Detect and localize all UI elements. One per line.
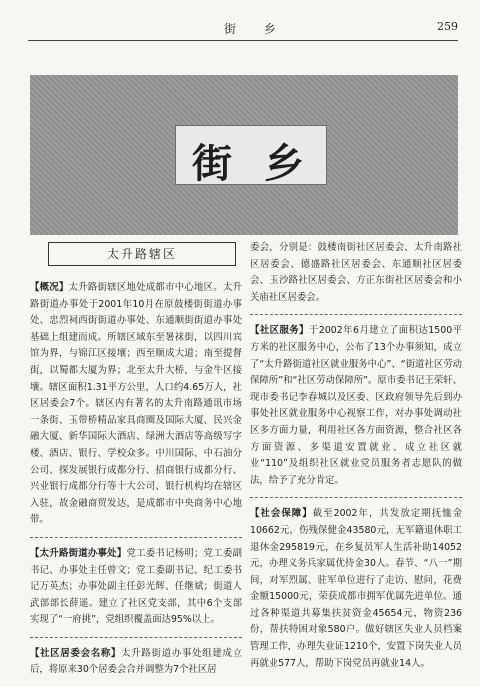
overview-label: 【概况】 xyxy=(30,282,69,293)
chapter-title-char-2: 乡 xyxy=(264,140,304,187)
section-divider xyxy=(30,637,242,638)
page-header xyxy=(28,20,458,38)
section-divider xyxy=(30,537,242,538)
office-section xyxy=(30,546,242,629)
running-title: 街 乡 xyxy=(224,22,288,36)
office-label: 【太升路街道办事处】 xyxy=(30,547,127,559)
security-section xyxy=(250,506,462,672)
committee-label: 【社区居委会名称】 xyxy=(30,647,122,659)
services-section xyxy=(250,323,462,489)
right-column xyxy=(250,240,462,680)
security-label: 【社会保障】 xyxy=(250,508,313,520)
services-label: 【社区服务】 xyxy=(250,325,310,337)
committee-text: 太升路街道办事处组建成立后，将原来30个居委会合并调整为7个社区居 xyxy=(30,647,242,676)
chapter-title-box xyxy=(175,125,327,185)
office-text: 党工委书记杨明；党工委副书记、办事处主任曾文；党工委副书记、纪工委书记万英杰；办事处副主任彭光辉、任继斌；街道人武部部长薛遥。建立了社区党支部，其中6个支部实现了“一府挑”，党组织覆盖面达95%以上。 xyxy=(30,547,242,626)
overview-section xyxy=(30,280,242,529)
left-column xyxy=(30,240,242,687)
section-divider xyxy=(250,314,462,315)
services-text: 于2002年6月建立了面积达1500平方米的社区服务中心，公布了13个办事须知，成立了“太升路街道社区就业服务中心”、“街道社区劳动保障所”和“社区劳动保障所”。原市委书记王荣轩、现市委书记李春城以及区委、区政府领导先后到办事处社区就业服务中心视察工作，对办事处调动社区多方面力量，利用社区各方面资源，整合社区各方面资源、多渠道安置就业、成立社区就业“110”及组织社区就业党员服务者志愿队的做法，给予了充分肯定。 xyxy=(250,325,462,486)
overview-text: 太升路街辖区地处成都市中心地区。太升路街道办事处于2001年10月在原鼓楼街街道办事处、忠烈祠西街街道办事处、东通顺街街道办事处基础上组建而成。所辖区域东至暑袜街，以四川宾馆为界，与锦江区接壤；西至顺成大道；南至提督街，以蜀都大厦为界；北至太升大桥，与金牛区接壤。辖区面积1.31平方公里，人口约4.65万人，社区居委会7个。辖区内有著名的太升南路通讯市场一条街、玉带桥精品家具商圈及国际大厦、民兴金融大厦、新华国际大酒店、绿洲大酒店等高级写字楼、酒店、银行、学校众多。中川国际、中石油分公司、探发展银行成都分行、招商银行成都分行、兴业银行成都分行等十大公司、银行机构均在辖区入驻，故金融商贸发达，是成都市中央商务中心地带。 xyxy=(30,282,242,526)
security-text: 截至2002年，共发放定期抚恤金10662元，伤残保健金43580元，无军籍退休职工退休金295819元，在乡复员军人生活补助14052元，办理义务兵家属优待金30人。春节、“八一”期间，对军烈属、驻军单位进行了走访、慰问，花费金额15000元，荣获成都市拥军优属先进单位。通过各种渠道共募集扶贫资金45654元，物资236份，帮扶特困对象580户。做好辖区失业人员档案管理工作，办理失业证1210个，安置下岗失业人员再就业577人，帮助下岗党员再就业14人。 xyxy=(250,508,462,669)
district-title: 太升路辖区 xyxy=(48,242,236,266)
chapter-banner xyxy=(30,75,458,235)
chapter-title-char-1: 街 xyxy=(192,140,232,187)
section-divider xyxy=(250,497,462,498)
page-number: 259 xyxy=(437,20,458,33)
committee-continued: 委会，分别是：鼓楼南街社区居委会、太升南路社区居委会、德盛路社区居委会、东通顺社区居委会、玉沙路社区居委会、方正东街社区居委会和小关庙社区居委会。 xyxy=(250,242,462,303)
header-rule xyxy=(28,40,458,41)
